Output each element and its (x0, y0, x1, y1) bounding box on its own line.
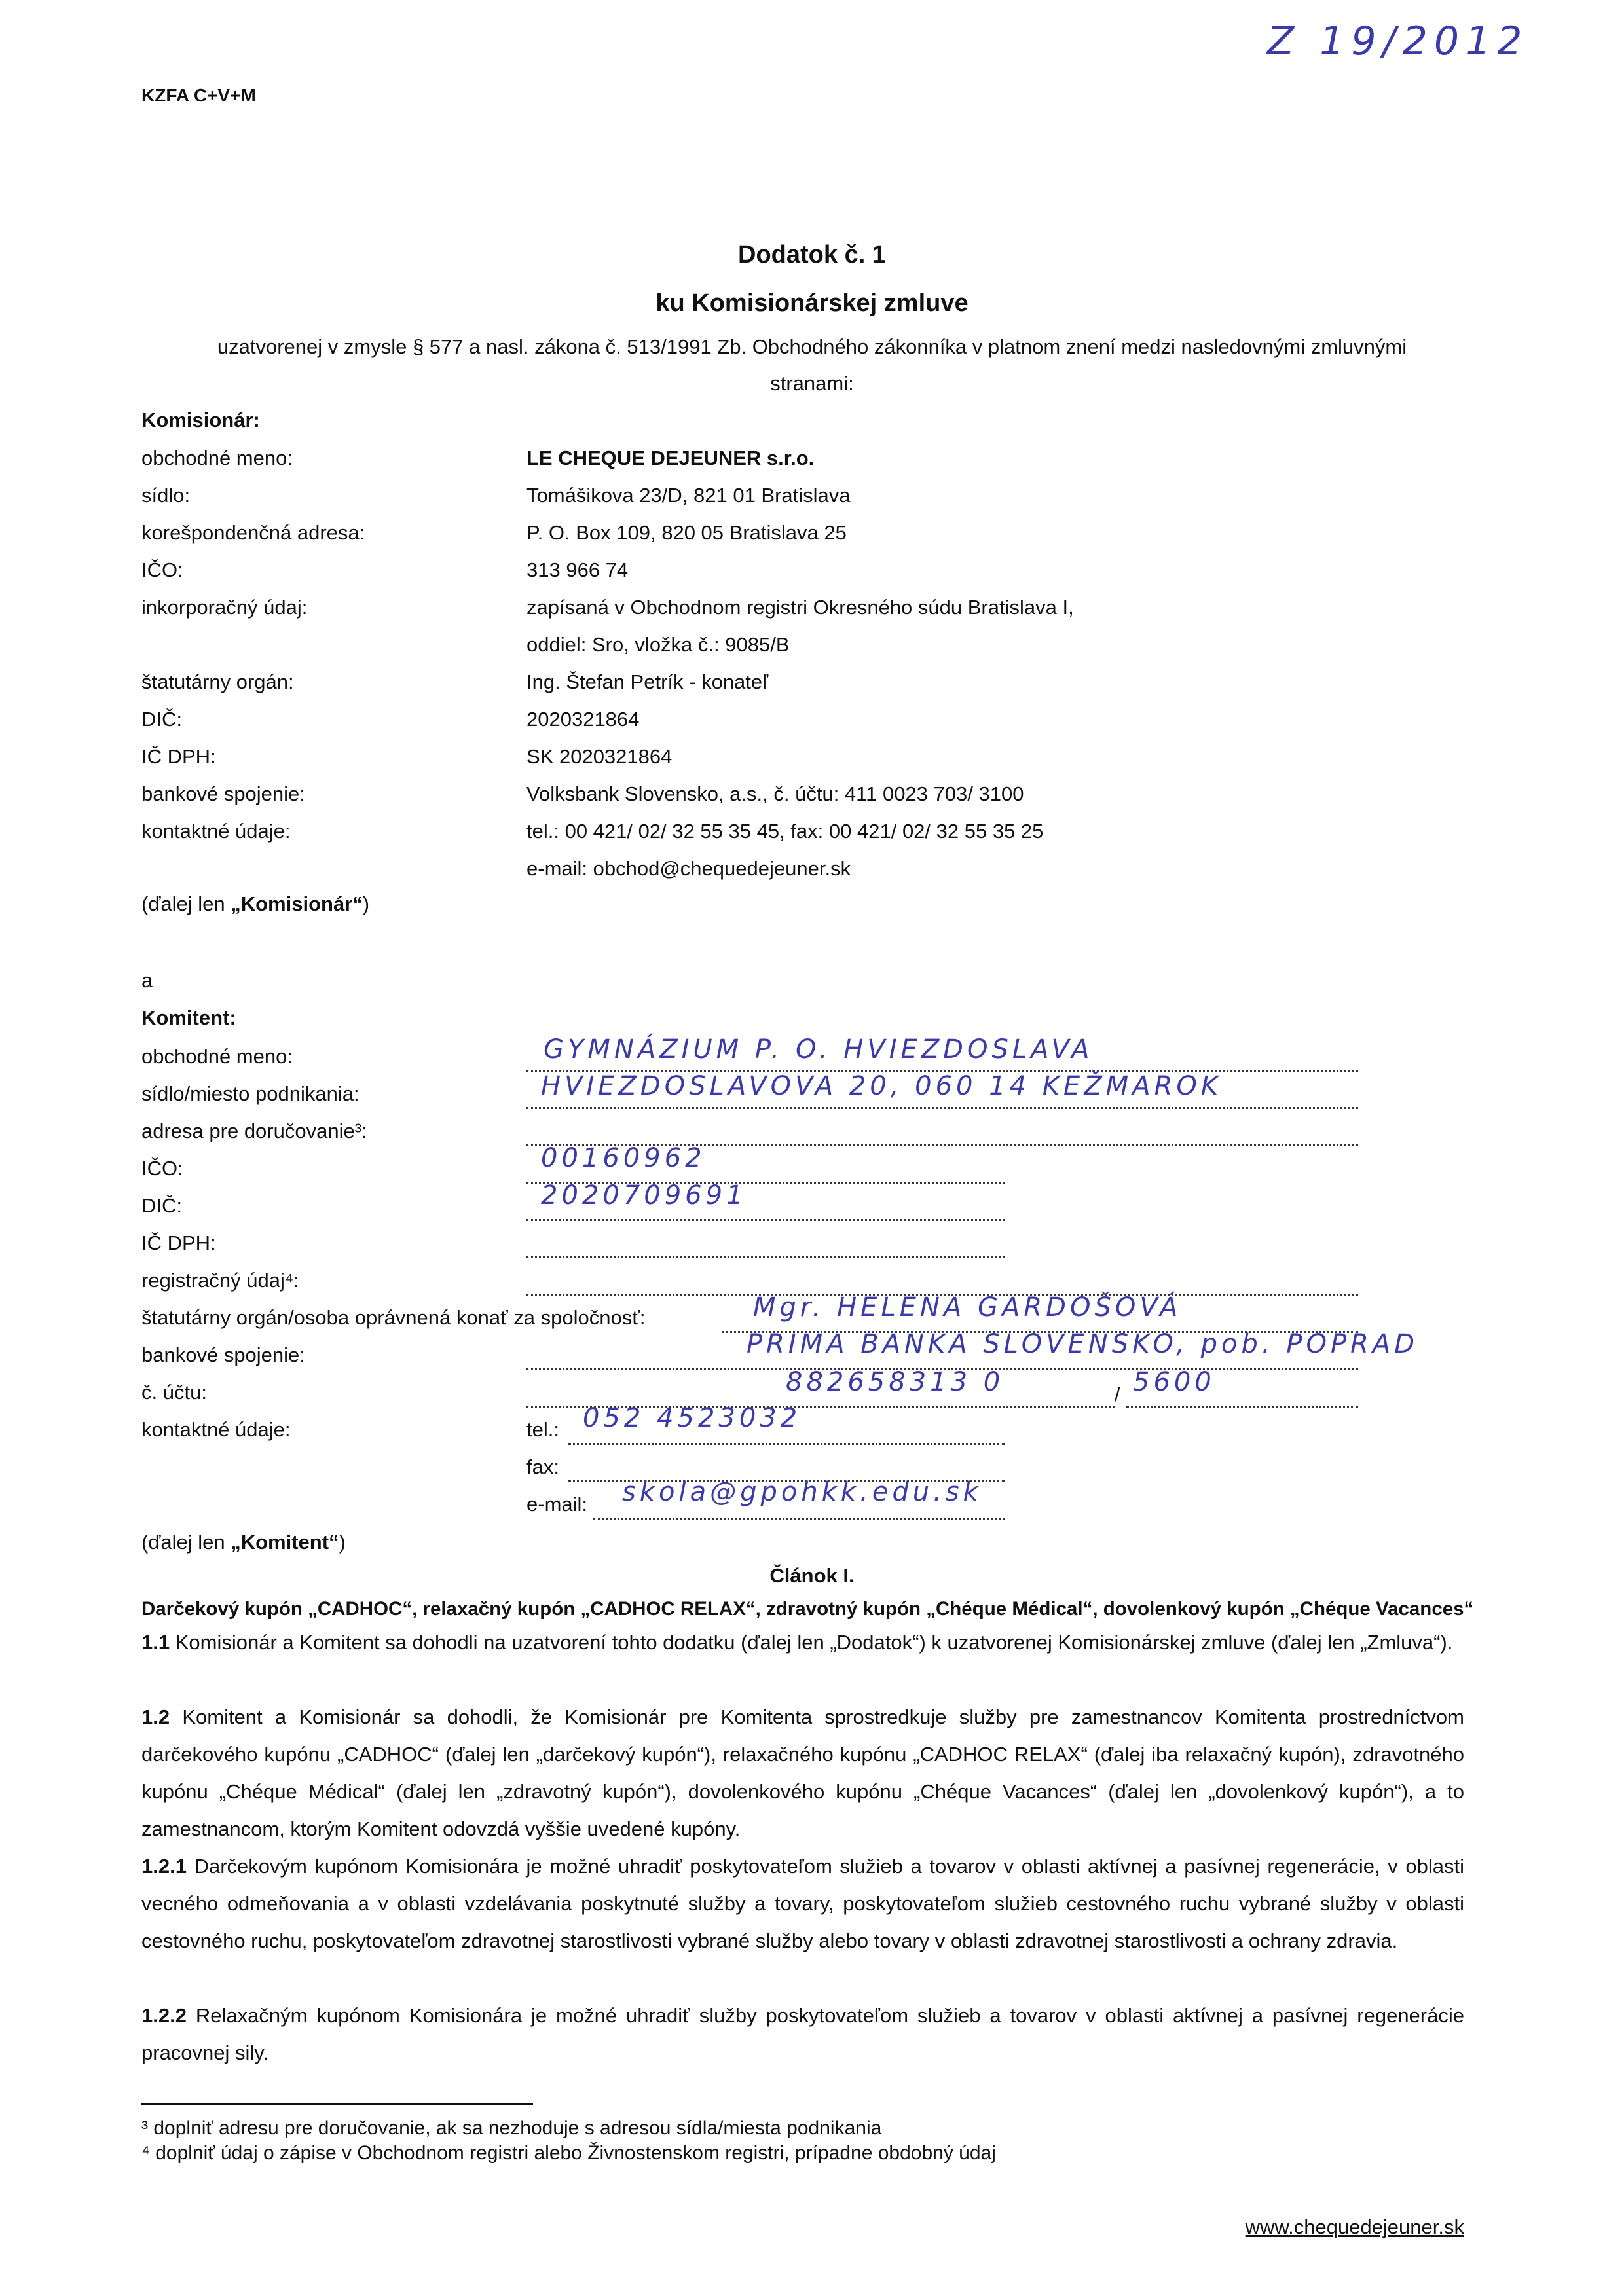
article-subheading: Darčekový kupón „CADHOC“, relaxačný kupón „CADHOC RELAX“, zdravotný kupón „Chéque Médical“, dovolenkový kupón „Chéque Vacances“ (141, 1598, 1474, 1620)
komisionar-label: korešpondenčná adresa: (141, 521, 365, 544)
komitent-label-fax: fax: (526, 1455, 559, 1478)
paragraph-text: Relaxačným kupónom Komisionára je možné uhradiť služby poskytovateľom služieb a tovarov v oblasti aktívnej a pasívnej regenerácie pracovnej sily. (141, 2004, 1464, 2064)
article-heading: Článok I. (769, 1564, 855, 1587)
footnote-4 (141, 2141, 996, 2166)
komitent-email-value[interactable]: skola@gpohkk.edu.sk (622, 1477, 982, 1507)
komitent-label-statutory: štatutárny orgán/osoba oprávnená konať za spoločnosť: (141, 1306, 646, 1329)
paragraph-text: Komisionár a Komitent sa dohodli na uzatvorení tohto dodatku (ďalej len „Dodatok“) k uzatvorenej Komisionárskej zmluve (ďalej len „Zmluva“). (175, 1631, 1453, 1654)
icdph-field-line[interactable] (526, 1256, 1005, 1258)
footnote-mark: ³ (141, 2117, 148, 2139)
komisionar-label: kontaktné údaje: (141, 820, 291, 843)
komisionar-value: SK 2020321864 (526, 745, 673, 768)
intro-line-2: stranami: (770, 372, 854, 395)
alias-prefix: (ďalej len (141, 892, 231, 915)
komitent-label-tel: tel.: (526, 1418, 559, 1441)
komisionar-label: bankové spojenie: (141, 782, 305, 805)
footnote-mark: ⁴ (141, 2142, 150, 2164)
komisionar-value: oddiel: Sro, vložka č.: 9085/B (526, 633, 790, 656)
intro-line-1: uzatvorenej v zmysle § 577 a nasl. zákona č. 513/1991 Zb. Obchodného zákonníka v platnom znení medzi nasledovnými zmluvnými (217, 335, 1407, 358)
article-paragraph-1-2-2 (141, 1997, 1464, 2071)
komisionar-value: Tomášikova 23/D, 821 01 Bratislava (526, 484, 851, 507)
komitent-heading: Komitent: (141, 1006, 236, 1029)
komisionar-heading: Komisionár: (141, 409, 260, 431)
komitent-name-value[interactable]: GYMNÁZIUM P. O. HVIEZDOSLAVA (544, 1034, 1094, 1065)
komitent-label-ico: IČO: (141, 1157, 183, 1180)
komisionar-value: Volksbank Slovensko, a.s., č. účtu: 411 0023 703/ 3100 (526, 782, 1024, 805)
komitent-label-dic: DIČ: (141, 1194, 182, 1217)
alias-suffix: ) (339, 1531, 346, 1554)
paragraph-number: 1.2.1 (141, 1855, 187, 1878)
bank-code-field-line (1126, 1406, 1358, 1408)
dic-field-line (526, 1219, 1005, 1221)
document-title: Dodatok č. 1 (738, 241, 886, 268)
footnote-text: doplniť adresu pre doručovanie, ak sa nezhoduje s adresou sídla/miesta podnikania (153, 2117, 882, 2139)
komisionar-alias (141, 891, 369, 917)
alias-name: „Komisionár“ (231, 892, 363, 915)
footnote-3 (141, 2116, 881, 2141)
komisionar-value: LE CHEQUE DEJEUNER s.r.o. (526, 446, 815, 469)
article-paragraph-1-1 (141, 1624, 1464, 1661)
komitent-statutory-value[interactable]: Mgr. HELENA GARDOŠOVÁ (753, 1292, 1182, 1322)
email-field-line (593, 1518, 1005, 1520)
komisionar-label: IČ DPH: (141, 745, 216, 768)
paragraph-text: Darčekovým kupónom Komisionára je možné uhradiť poskytovateľom služieb a tovarov v oblasti aktívnej a pasívnej regenerácie, v oblasti vecného odmeňovania a v oblasti vzdelávania poskytnuté služby a tovary, poskytovateľom služieb cestovného ruchu vybrané služby v oblasti cestovného ruchu, poskytovateľom zdravotnej starostlivosti vybrané služby alebo tovary v oblasti zdravotnej starostlivosti a ochrany zdravia. (141, 1855, 1464, 1952)
tel-field-line (568, 1443, 1005, 1445)
komitent-label-name: obchodné meno: (141, 1045, 293, 1068)
alias-prefix: (ďalej len (141, 1531, 231, 1554)
conjunction: a (141, 969, 153, 992)
komisionar-label: IČO: (141, 558, 183, 581)
paragraph-text: Komitent a Komisionár sa dohodli, že Komisionár pre Komitenta sprostredkuje služby pre zamestnancov Komitenta prostredníctvom darčekového kupónu „CADHOC“ (ďalej len „darčekový kupón“), relaxačného kupónu „CADHOC RELAX“ (ďalej iba relaxačný kupón), zdravotného kupónu „Chéque Médical“ (ďalej len „zdravotný kupón“), dovolenkového kupónu „Chéque Vacances“ (ďalej len „dovolenkový kupón“), a to zamestnancom, ktorým Komitent odovzdá vyššie uvedené kupóny. (141, 1705, 1464, 1840)
komitent-seat-value[interactable]: HVIEZDOSLAVOVA 20, 060 14 KEŽMAROK (541, 1071, 1223, 1101)
komitent-bank-code-value[interactable]: 5600 (1133, 1367, 1215, 1397)
komitent-ico-value[interactable]: 00160962 (541, 1143, 706, 1173)
komisionar-value: P. O. Box 109, 820 05 Bratislava 25 (526, 521, 847, 544)
alias-name: „Komitent“ (231, 1531, 339, 1554)
paragraph-number: 1.2.2 (141, 2004, 187, 2027)
komitent-label-seat: sídlo/miesto podnikania: (141, 1082, 360, 1105)
komitent-dic-value[interactable]: 2020709691 (541, 1180, 747, 1211)
alias-suffix: ) (362, 892, 370, 915)
komitent-bank-value[interactable]: PRIMA BANKA SLOVENSKO, pob. POPRAD (747, 1329, 1419, 1359)
komisionar-value: e-mail: obchod@chequedejeuner.sk (526, 857, 851, 880)
komitent-alias (141, 1529, 346, 1556)
paragraph-number: 1.2 (141, 1705, 170, 1728)
komitent-label-icdph: IČ DPH: (141, 1231, 216, 1254)
website-link[interactable]: www.chequedejeuner.sk (1245, 2215, 1464, 2238)
seat-field-line (526, 1107, 1358, 1109)
komitent-label-bank: bankové spojenie: (141, 1343, 305, 1366)
komitent-tel-value[interactable]: 052 4523032 (583, 1403, 802, 1433)
komisionar-value: 2020321864 (526, 708, 640, 731)
komisionar-value: zapísaná v Obchodnom registri Okresného súdu Bratislava I, (526, 596, 1074, 619)
komitent-label-reg: registračný údaj⁴: (141, 1269, 299, 1292)
komitent-label-email: e-mail: (526, 1493, 588, 1516)
komisionar-value: 313 966 74 (526, 558, 629, 581)
handwritten-reference: Z 19/2012 (1267, 18, 1529, 64)
paragraph-number: 1.1 (141, 1631, 170, 1654)
komitent-label-account: č. účtu: (141, 1381, 207, 1404)
komitent-label-delivery: adresa pre doručovanie³: (141, 1120, 367, 1142)
footer-url (1246, 2214, 1464, 2240)
footnote-text: doplniť údaj o zápise v Obchodnom registri alebo Živnostenskom registri, prípadne obdobný údaj (155, 2142, 996, 2164)
komitent-label-contact: kontaktné údaje: (141, 1418, 291, 1441)
article-paragraph-1-2-1 (141, 1848, 1464, 1959)
komisionar-value: Ing. Štefan Petrík - konateľ (526, 670, 769, 693)
komitent-account-value[interactable]: 882658313 0 (786, 1367, 1005, 1397)
footnote-divider (141, 2103, 533, 2105)
document-subtitle: ku Komisionárskej zmluve (655, 289, 969, 317)
komisionar-label: sídlo: (141, 484, 191, 507)
article-paragraph-1-2 (141, 1698, 1464, 1848)
komisionar-value: tel.: 00 421/ 02/ 32 55 35 45, fax: 00 421/ 02/ 32 55 35 25 (526, 820, 1044, 843)
komisionar-label: štatutárny orgán: (141, 670, 294, 693)
komisionar-label: inkorporačný údaj: (141, 596, 308, 619)
document-code: KZFA C+V+M (141, 85, 256, 105)
account-separator: / (1115, 1383, 1120, 1406)
komisionar-label: obchodné meno: (141, 446, 293, 469)
komisionar-label: DIČ: (141, 708, 182, 731)
